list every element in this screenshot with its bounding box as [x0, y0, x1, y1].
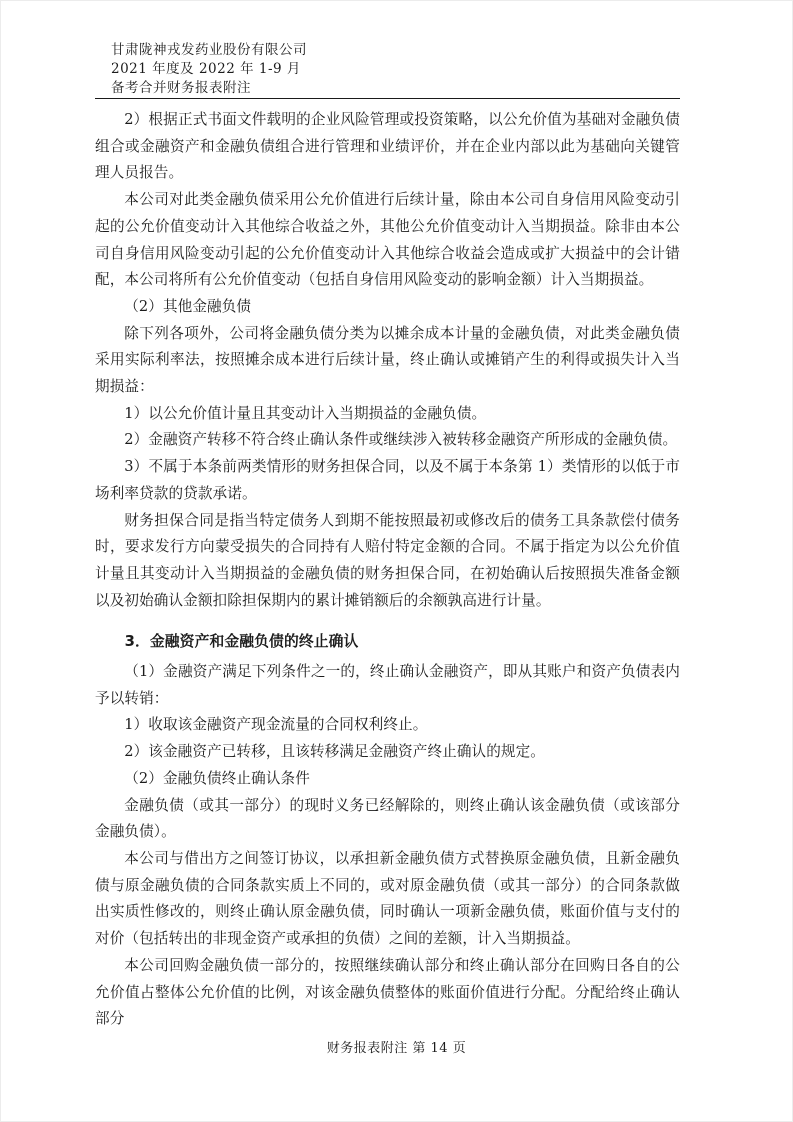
paragraph: 本公司回购金融负债一部分的，按照继续确认部分和终止确认部分在回购日各自的公允价值占整体公允价值的比例，对该金融负债整体的账面价值进行分配。分配给终止确认部分 — [95, 956, 680, 1028]
paragraph: （1）金融资产满足下列条件之一的，终止确认金融资产，即从其账户和资产负债表内予以转销： — [95, 663, 680, 707]
company-name: 甘肃陇神戎发药业股份有限公司 — [111, 42, 307, 58]
page-footer: 财务报表附注 第 14 页 — [326, 1041, 467, 1056]
paragraph: 2）根据正式书面文件载明的企业风险管理或投资策略，以公允价值为基础对金融负债组合或金融资产和金融负债组合进行管理和业绩评价，并在企业内部以此为基础向关键管理人员报告。 — [95, 111, 680, 182]
list-item: 3）不属于本条前两类情形的财务担保合同，以及不属于本条第 1）类情形的以低于市场利率贷款的贷款承诺。 — [95, 458, 680, 502]
list-item: 2）金融资产转移不符合终止确认条件或继续涉入被转移金融资产所形成的金融负债。 — [124, 431, 678, 449]
list-item: 1）收取该金融资产现金流量的合同权利终止。 — [124, 716, 428, 734]
paragraph: 本公司与借出方之间签订协议，以承担新金融负债方式替换原金融负债，且新金融负债与原金融负债的合同条款实质上不同的，或对原金融负债（或其一部分）的合同条款做出实质性修改的，则终止确认原金融负债，同时确认一项新金融负债，账面价值与支付的对价（包括转出的非现金资产或承担的负债）之间的差额，计入当期损益。 — [95, 849, 680, 948]
header-divider — [95, 98, 680, 99]
list-item: 1）以公允价值计量且其变动计入当期损益的金融负债。 — [124, 404, 487, 422]
paragraph: （2）金融负债终止确认条件 — [124, 769, 310, 787]
document-header — [111, 41, 307, 98]
list-item: 2）该金融资产已转移，且该转移满足金融资产终止确认的规定。 — [124, 743, 545, 761]
paragraph: 财务担保合同是指当特定债务人到期不能按照最初或修改后的债务工具条款偿付债务时，要求发行方向蒙受损失的合同持有人赔付特定金额的合同。不属于指定为以公允价值计量且其变动计入当期损益的金融负债的财务担保合同，在初始确认后按照损失准备金额以及初始确认金额扣除担保期内的累计摊销额后的余额孰高进行计量。 — [95, 511, 680, 609]
paragraph: （2）其他金融负债 — [124, 297, 252, 315]
paragraph: 除下列各项外，公司将金融负债分类为以摊余成本计量的金融负债，对此类金融负债采用实际利率法，按照摊余成本进行后续计量，终止确认或摊销产生的利得或损失计入当期损益： — [95, 324, 680, 396]
section-heading: 3．金融资产和金融负债的终止确认 — [124, 633, 359, 651]
paragraph: 金融负债（或其一部分）的现时义务已经解除的，则终止确认该金融负债（或该部分金融负债）。 — [95, 796, 680, 841]
paragraph: 本公司对此类金融负债采用公允价值进行后续计量，除由本公司自身信用风险变动引起的公允价值变动计入其他综合收益之外，其他公允价值变动计入当期损益。除非由本公司自身信用风险变动引起的公允价值变动计入其他综合收益会造成或扩大损益中的会计错配，本公司将所有公允价值变动（包括自身信用风险变动的影响金额）计入当期损益。 — [95, 191, 680, 289]
document-body — [95, 107, 680, 1033]
document-title: 备考合并财务报表附注 — [111, 80, 251, 96]
report-period: 2021 年度及 2022 年 1-9 月 — [111, 61, 301, 77]
